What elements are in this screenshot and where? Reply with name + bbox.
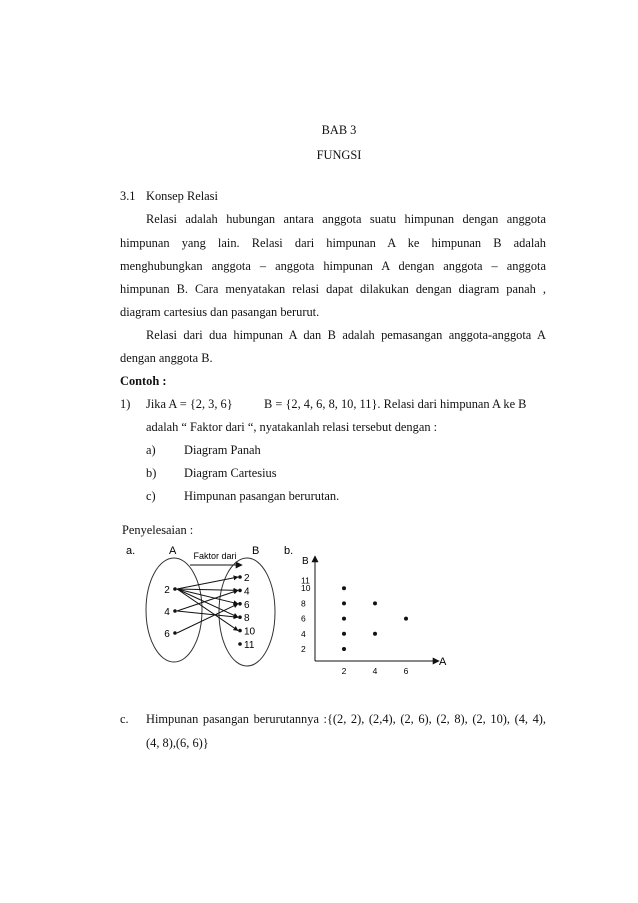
example-number: 1): [120, 397, 131, 411]
scatter-point-6-6: [404, 617, 408, 621]
section-title: Konsep Relasi: [146, 189, 218, 203]
para1-line-4: himpunan B. Cara menyatakan relasi dapat dilakukan dengan diagram panah ,: [120, 282, 546, 296]
para2-line-1: Relasi dari dua himpunan A dan B adalah pemasangan anggota-anggota A: [146, 328, 546, 342]
answer-c-line-2: (4, 8),(6, 6)}: [146, 736, 209, 750]
scatter-point-4-8: [373, 601, 377, 605]
y-tick-label: 6: [301, 613, 306, 624]
relation-arrow-4-8: [177, 611, 238, 617]
option-marker-b: b): [146, 466, 157, 480]
y-tick-label: 11: [301, 575, 310, 586]
set-b-element: 6: [244, 599, 250, 611]
para2-line-2: dengan anggota B.: [120, 351, 213, 365]
example-set-b: B = {2, 4, 6, 8, 10, 11}. Relasi dari himpunan A ke B: [264, 397, 527, 411]
y-tick-label: 10: [301, 583, 311, 594]
scatter-point-2-10: [342, 586, 346, 590]
example-set-a: Jika A = {2, 3, 6}: [146, 397, 233, 411]
y-axis-label: B: [302, 556, 309, 567]
set-b-element: 8: [244, 613, 250, 625]
scatter-point-4-4: [373, 632, 377, 636]
relation-arrow-2-10: [177, 589, 238, 631]
option-text-a: Diagram Panah: [184, 443, 261, 457]
para1-line-2: himpunan yang lain. Relasi dari himpunan A ke himpunan B adalah: [120, 236, 546, 250]
relation-arrow-2-2: [177, 577, 238, 589]
relation-label: Faktor dari: [193, 551, 237, 561]
scatter-point-2-6: [342, 617, 346, 621]
set-b-dot: [238, 615, 242, 619]
scatter-point-2-2: [342, 647, 346, 651]
option-marker-a: a): [146, 443, 156, 457]
answer-c-marker: c.: [120, 712, 129, 726]
option-text-b: Diagram Cartesius: [184, 466, 277, 480]
relation-arrow-2-4: [177, 589, 238, 590]
para1-line-1: Relasi adalah hubungan antara anggota suatu himpunan dengan anggota: [146, 212, 546, 226]
set-a-element: 2: [164, 585, 170, 596]
y-tick-label: 2: [301, 644, 306, 654]
section-number: 3.1: [120, 189, 136, 203]
scatter-point-2-8: [342, 601, 346, 605]
x-axis-label: A: [439, 656, 447, 668]
set-b-dot: [238, 629, 242, 633]
answer-c-line-1: Himpunan pasangan berurutannya :{(2, 2), (2,4), (2, 6), (2, 8), (2, 10), (4, 4),: [146, 712, 546, 726]
set-a-dot: [173, 609, 177, 613]
x-tick-label: 2: [341, 666, 347, 676]
option-text-c: Himpunan pasangan berurutan.: [184, 489, 340, 503]
set-b-element: 4: [244, 586, 250, 598]
relation-arrow-2-6: [177, 589, 238, 604]
set-b-dot: [238, 575, 242, 579]
y-tick-label: 4: [301, 628, 306, 639]
panel-a-label: a.: [126, 545, 136, 557]
para1-line-3: menghubungkan anggota – anggota himpunan A dengan anggota – anggota: [120, 259, 546, 273]
set-b-label: B: [252, 545, 260, 557]
option-marker-c: c): [146, 489, 156, 503]
set-b-element: 11: [244, 640, 255, 651]
example-label: Contoh :: [120, 374, 167, 388]
set-b-element: 10: [244, 626, 256, 638]
solution-figure: [118, 540, 458, 680]
example-line-2: adalah “ Faktor dari “, nyatakanlah relasi tersebut dengan :: [146, 420, 438, 434]
set-b-dot: [238, 589, 242, 593]
set-b-dot: [238, 602, 242, 606]
scatter-point-2-4: [342, 632, 346, 636]
x-tick-label: 4: [372, 666, 378, 676]
x-tick-label: 6: [403, 666, 409, 676]
set-b-dot: [238, 642, 242, 646]
set-a-label: A: [169, 545, 177, 557]
solution-label: Penyelesaian :: [122, 523, 194, 537]
set-a-dot: [173, 631, 177, 635]
chapter-label: BAB 3: [321, 123, 357, 137]
y-tick-label: 8: [301, 598, 306, 609]
set-a-element: 6: [164, 629, 170, 640]
panel-b-label: b.: [284, 545, 294, 557]
set-b-element: 2: [244, 573, 250, 584]
chapter-title: FUNGSI: [316, 148, 362, 162]
set-a-dot: [173, 587, 177, 591]
set-a-element: 4: [164, 607, 170, 618]
para1-line-5: diagram cartesius dan pasangan berurut.: [120, 305, 320, 319]
